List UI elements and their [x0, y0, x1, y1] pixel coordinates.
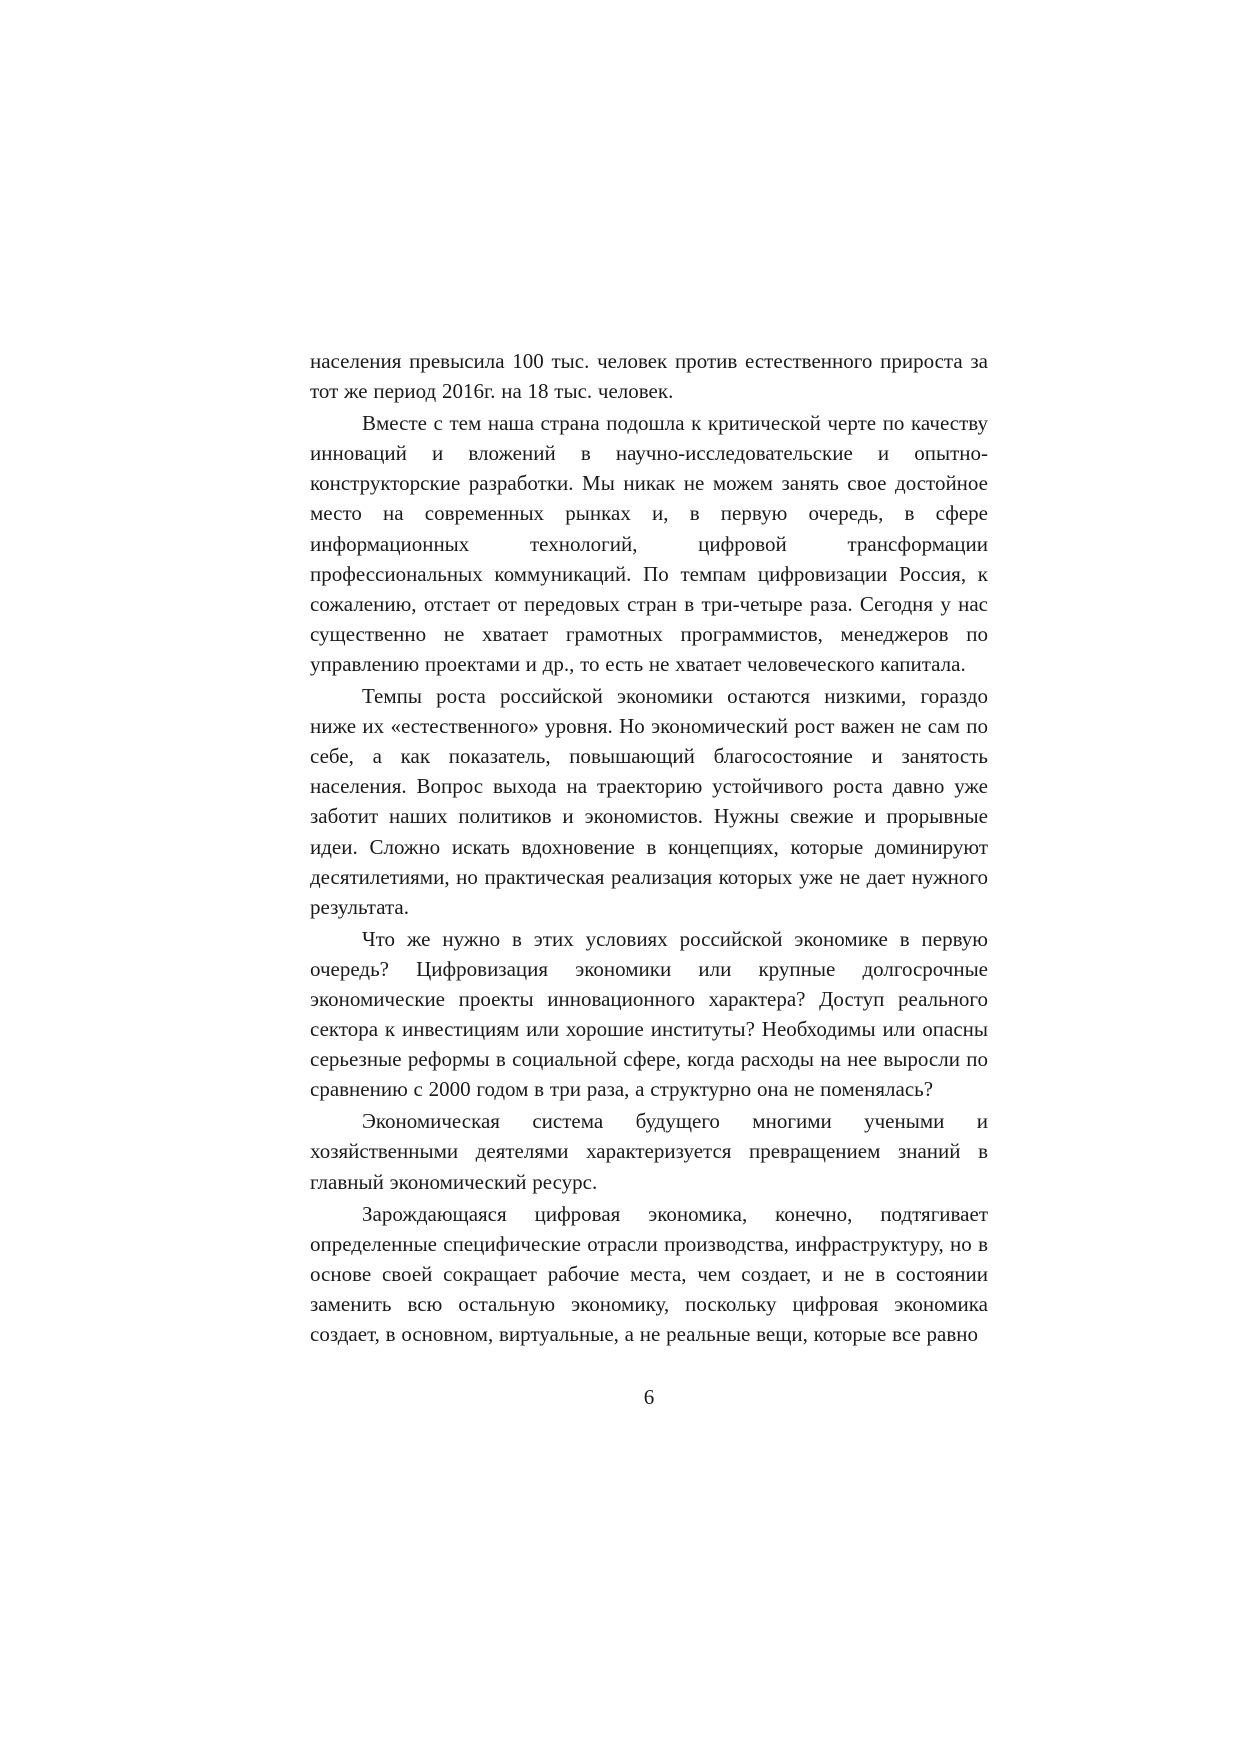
paragraph-6: Зарождающаяся цифровая экономика, конечно, подтягивает определенные специфические отрасли производства, инфраструктуру, но в основе своей сокращает рабочие места, чем создает, и не в состоянии заменить всю остальную экономику, поскольку цифровая экономика создает, в основном, виртуальные, а не реальные вещи, которые все равно: [310, 1201, 988, 1346]
paragraph-1: населения превысила 100 тыс. человек против естественного прироста за тот же период 2016г. на 18 тыс. человек.: [310, 349, 988, 404]
paragraph-5: Экономическая система будущего многими учеными и хозяйственными деятелями характеризуется превращением знаний в главный экономический ресурс.: [310, 1109, 988, 1194]
paragraph-4: Что же нужно в этих условиях российской экономике в первую очередь? Цифровизация экономики или крупные долгосрочные экономические проекты инновационного характера? Доступ реального сектора к инвестициям или хорошие институты? Необходимы или опасны серьезные реформы в социальной сфере, когда расходы на нее выросли по сравнению с 2000 годом в три раза, а структурно она не поменялась?: [310, 926, 988, 1102]
body-text: [310, 346, 988, 1349]
paragraph-3: Темпы роста российской экономики остаются низкими, гораздо ниже их «естественного» уровня. Но экономический рост важен не сам по себе, а как показатель, повышающий благосостояние и занятость населения. Вопрос выхода на траекторию устойчивого роста давно уже заботит наших политиков и экономистов. Нужны свежие и прорывные идеи. Сложно искать вдохновение в концепциях, которые доминируют десятилетиями, но практическая реализация которых уже не дает нужного результата.: [310, 684, 988, 919]
page-number: 6: [643, 1385, 655, 1409]
paragraph-2: Вместе с тем наша страна подошла к критической черте по качеству инноваций и вложений в научно-исследовательские и опытно-конструкторские разработки. Мы никак не можем занять свое достойное место на современных рынках и, в первую очередь, в сфере информационных технологий, цифровой трансформации профессиональных коммуникаций. По темпам цифровизации Россия, к сожалению, отстает от передовых стран в три-четыре раза. Сегодня у нас существенно не хватает грамотных программистов, менеджеров по управлению проектами и др., то есть не хватает человеческого капитала.: [310, 411, 988, 676]
